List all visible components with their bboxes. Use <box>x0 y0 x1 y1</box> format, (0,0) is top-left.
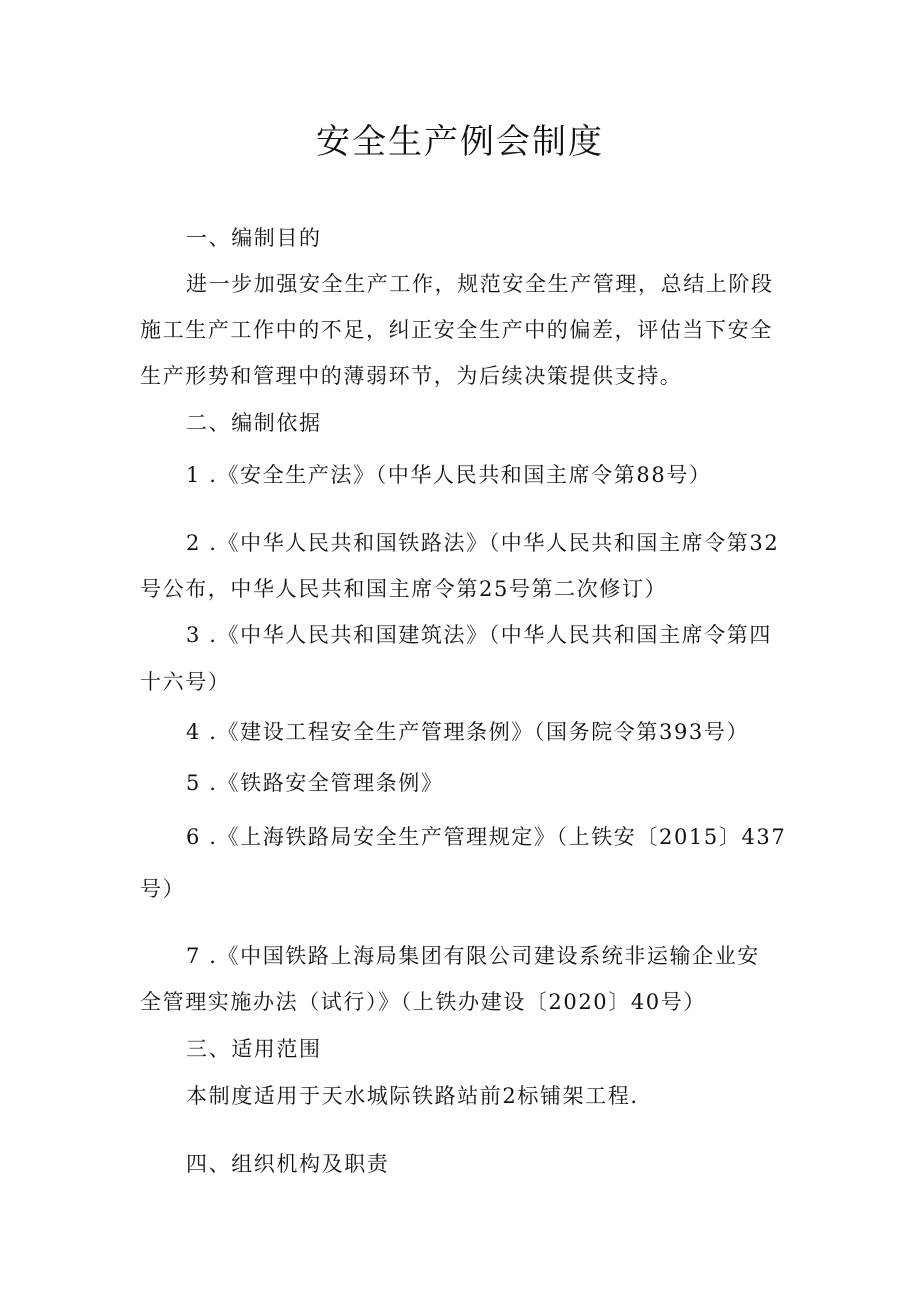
list-item-2: 2 .《中华人民共和国铁路法》（中华人民共和国主席令第32 <box>186 531 780 555</box>
paragraph-line: 进一步加强安全生产工作，规范安全生产管理，总结上阶段 <box>186 272 774 296</box>
section-heading-purpose: 一、编制目的 <box>186 226 322 250</box>
list-item-3-continuation: 十六号） <box>140 670 231 694</box>
list-item-5: 5 .《铁路安全管理条例》 <box>186 771 444 795</box>
list-item-6-continuation: 号） <box>140 877 186 901</box>
section-heading-scope: 三、适用范围 <box>186 1037 322 1061</box>
list-item-6: 6 .《上海铁路局安全生产管理规定》（上铁安〔2015〕437 <box>186 825 787 849</box>
list-item-4: 4 .《建设工程安全生产管理条例》（国务院令第393号） <box>186 720 750 744</box>
document-title: 安全生产例会制度 <box>316 122 604 162</box>
list-item-7: 7 .《中国铁路上海局集团有限公司建设系统非运输企业安 <box>186 944 760 968</box>
list-item-1: 1 .《安全生产法》（中华人民共和国主席令第88号） <box>186 463 712 487</box>
list-item-2-continuation: 号公布，中华人民共和国主席令第25号第二次修订） <box>140 577 668 601</box>
list-item-3: 3 .《中华人民共和国建筑法》（中华人民共和国主席令第四 <box>186 623 773 647</box>
section-heading-organization: 四、组织机构及职责 <box>186 1152 390 1176</box>
section-heading-basis: 二、编制依据 <box>186 411 322 435</box>
list-item-7-continuation: 全管理实施办法（试行）》（上铁办建设〔2020〕40号） <box>140 990 706 1014</box>
paragraph-line: 施工生产工作中的不足，纠正安全生产中的偏差，评估当下安全 <box>140 318 773 342</box>
paragraph-line: 生产形势和管理中的薄弱环节，为后续决策提供支持。 <box>140 364 683 388</box>
scope-paragraph: 本制度适用于天水城际铁路站前2标铺架工程. <box>186 1084 639 1108</box>
